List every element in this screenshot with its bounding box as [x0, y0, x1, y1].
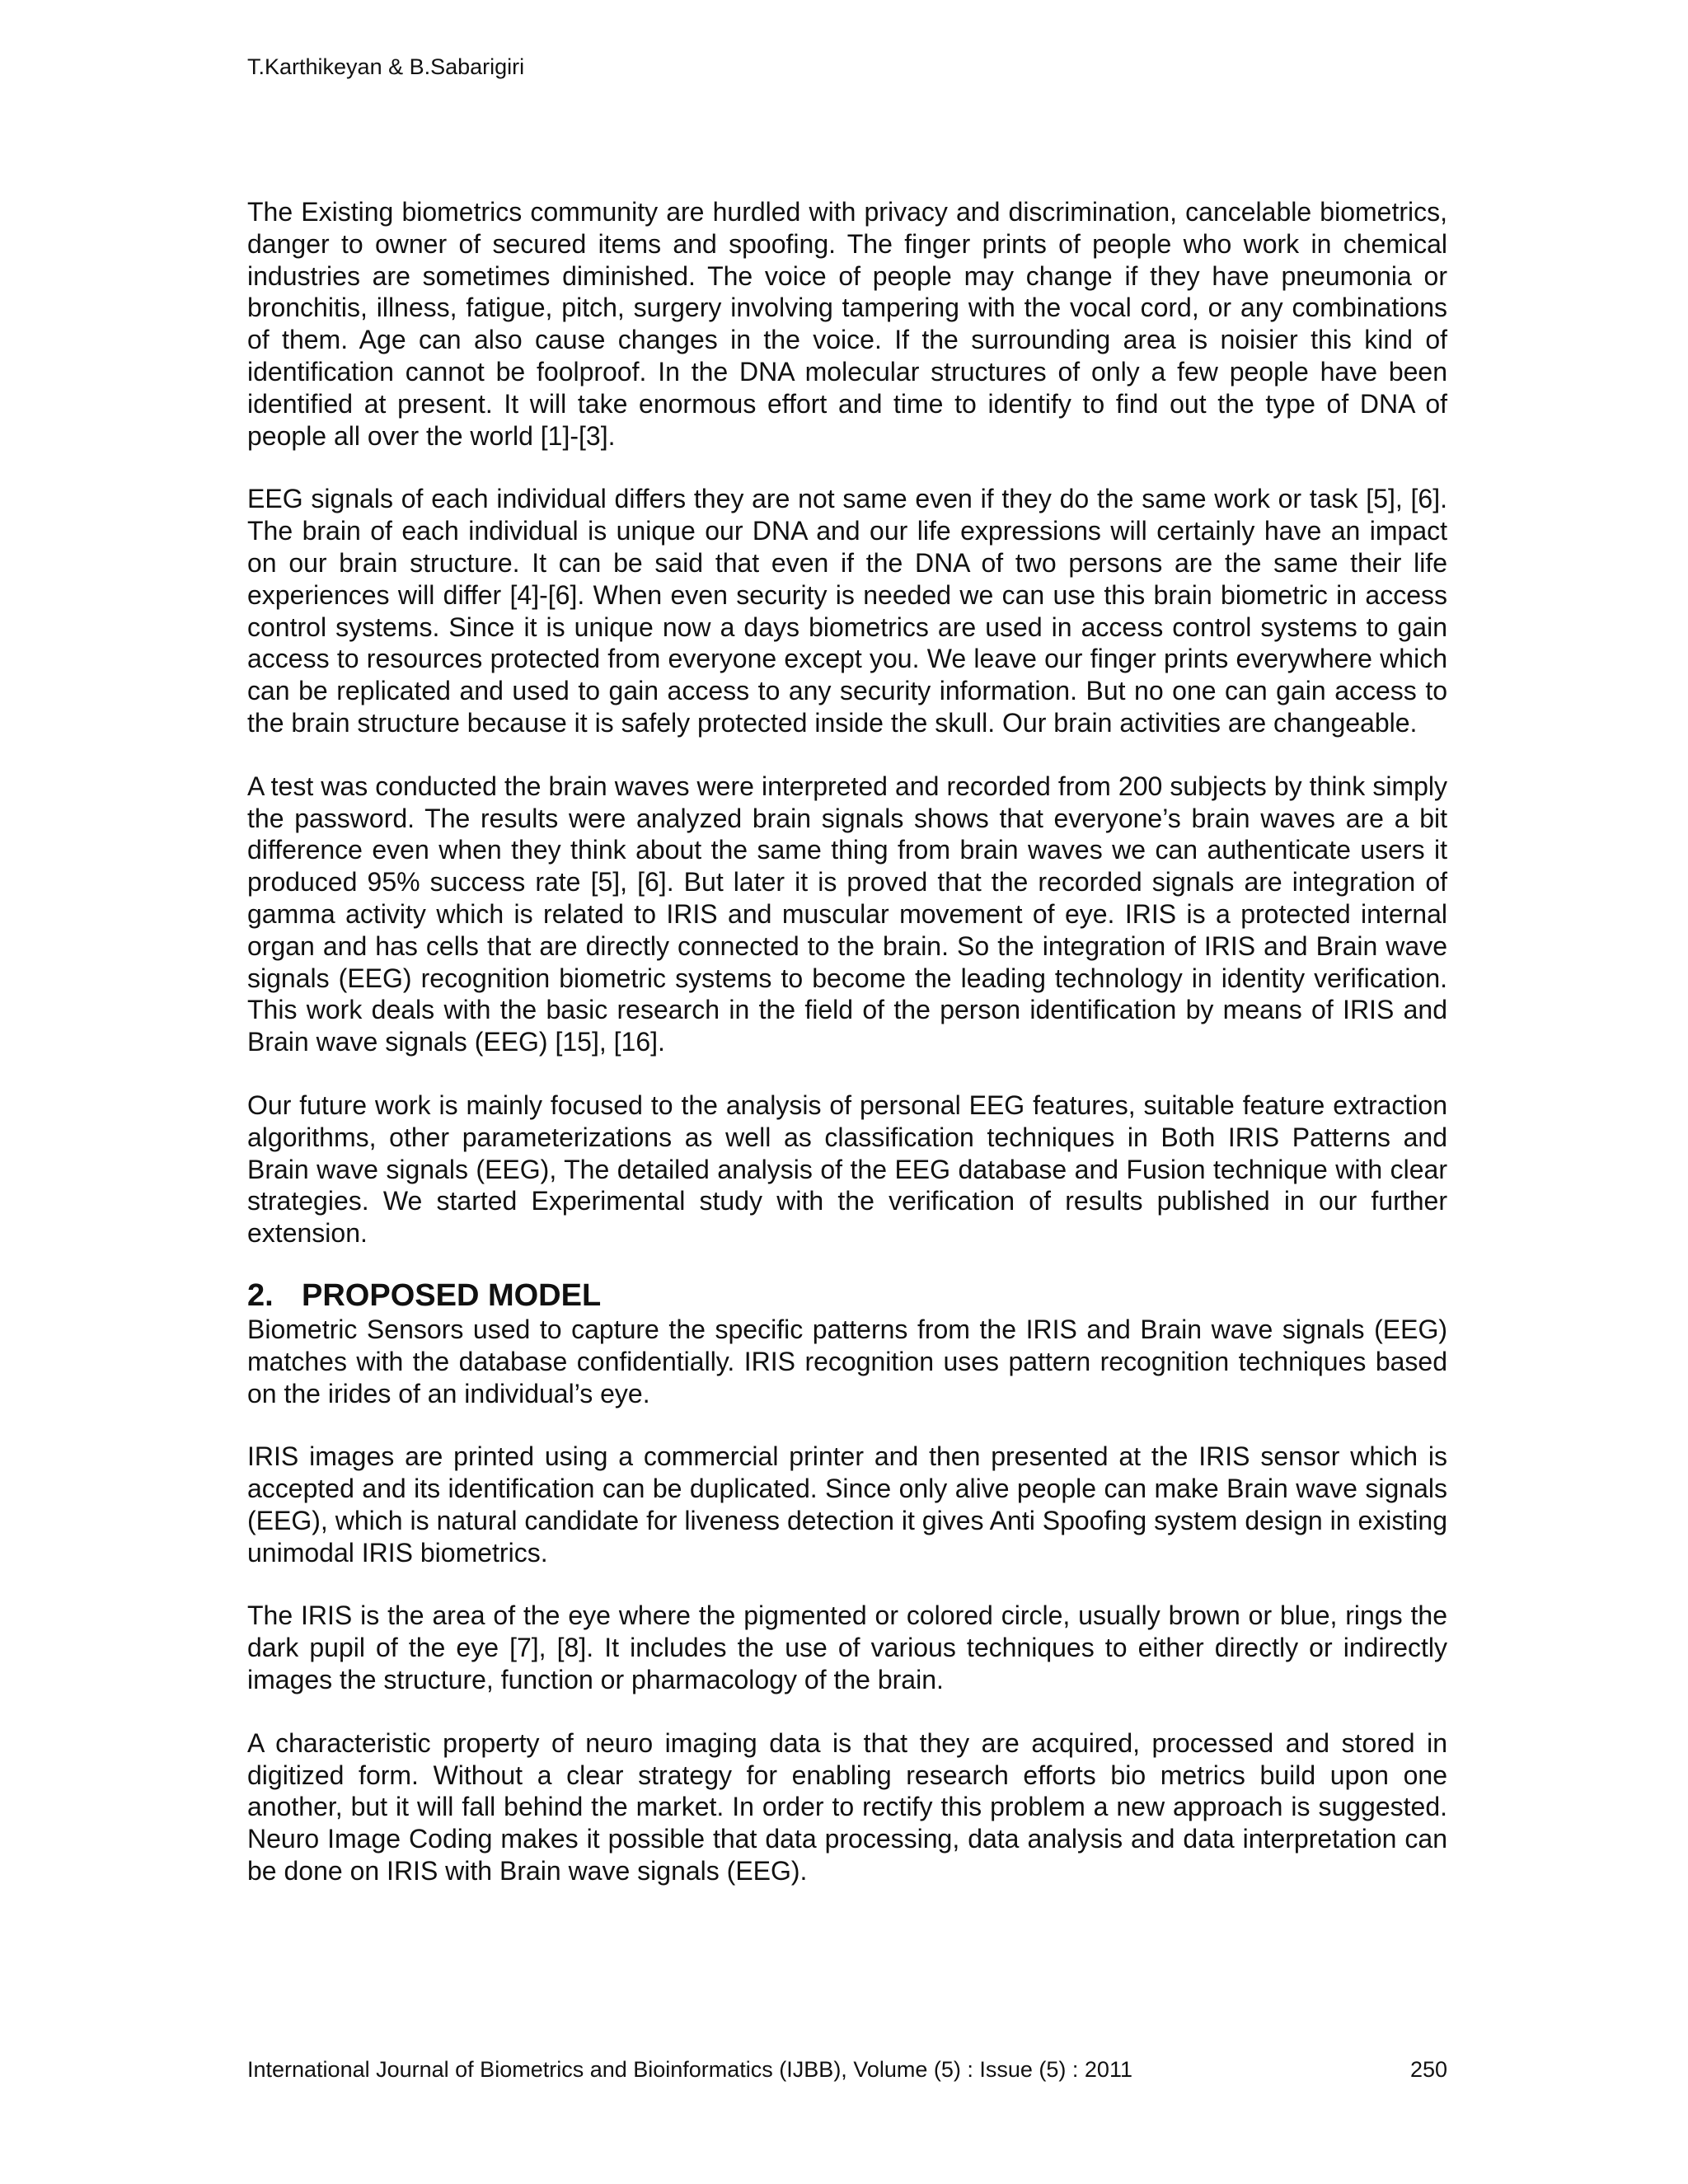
footer-page-number: 250 — [1409, 2057, 1447, 2082]
paragraph-neuro-imaging: A characteristic property of neuro imaging data is that they are acquired, processed and stored in digitized form. Without a clear strategy for enabling research efforts bio metrics build upon one another, but it will fall behind the market. In order to rectify this problem a new approach is suggested. Neuro Image Coding makes it possible that data processing, data analysis and data interpretation can be done on IRIS with Brain wave signals (EEG). — [247, 1727, 1447, 1886]
section-title: PROPOSED MODEL — [302, 1277, 602, 1313]
body-text — [247, 196, 1447, 1887]
paragraph-future-work: Our future work is mainly focused to the analysis of personal EEG features, suitable feature extraction algorithms, other parameterizations as well as classification techniques in Both IRIS Patterns and Brain wave signals (EEG), The detailed analysis of the EEG database and Fusion technique with clear strategies. We started Experimental study with the verification of results published in our further extension. — [247, 1090, 1447, 1249]
paragraph-iris-area: The IRIS is the area of the eye where the pigmented or colored circle, usually brown or blue, rings the dark pupil of the eye [7], [8]. It includes the use of various techniques to either directly or indirectly images the structure, function or pharmacology of the brain. — [247, 1601, 1447, 1695]
footer-journal-citation: International Journal of Biometrics and Bioinformatics (IJBB), Volume (5) : Issue (5) : 2011 — [247, 2057, 1132, 2082]
paragraph-iris-images: IRIS images are printed using a commercial printer and then presented at the IRIS sensor which is accepted and its identification can be duplicated. Since only alive people can make Brain wave signals (EEG), which is natural candidate for liveness detection it gives Anti Spoofing system design in existing unimodal IRIS biometrics. — [247, 1441, 1447, 1568]
paragraph-existing-biometrics: The Existing biometrics community are hurdled with privacy and discrimination, cancelable biometrics, danger to owner of secured items and spoofing. The finger prints of people who work in chemical industries are sometimes diminished. The voice of people may change if they have pneumonia or bronchitis, illness, fatigue, pitch, surgery involving tampering with the vocal cord, or any combinations of them. Age can also cause changes in the voice. If the surrounding area is noisier this kind of identification cannot be foolproof. In the DNA molecular structures of only a few people have been identified at present. It will take enormous effort and time to identify to find out the type of DNA of people all over the world [1]-[3]. — [247, 197, 1447, 451]
running-header-authors: T.Karthikeyan & B.Sabarigiri — [247, 54, 525, 79]
paragraph-eeg-signals: EEG signals of each individual differs they are not same even if they do the same work or task [5], [6]. The brain of each individual is unique our DNA and our life expressions will certainly have an impact on our brain structure. It can be said that even if the DNA of two persons are the same their life experiences will differ [4]-[6]. When even security is needed we can use this brain biometric in access control systems. Since it is unique now a days biometrics are used in access control systems to gain access to resources protected from everyone except you. We leave our finger prints everywhere which can be replicated and used to gain access to any security information. But no one can gain access to the brain structure because it is safely protected inside the skull. Our brain activities are changeable. — [247, 484, 1447, 738]
paragraph-biometric-sensors: Biometric Sensors used to capture the specific patterns from the IRIS and Brain wave signals (EEG) matches with the database confidentially. IRIS recognition uses pattern recognition techniques based on the irides of an individual’s eye. — [247, 1314, 1447, 1408]
section-number: 2. — [247, 1277, 274, 1313]
paragraph-brain-wave-test: A test was conducted the brain waves were interpreted and recorded from 200 subjects by think simply the password. The results were analyzed brain signals shows that everyone’s brain waves are a bit difference even when they think about the same thing from brain waves we can authenticate users it produced 95% success rate [5], [6]. But later it is proved that the recorded signals are integration of gamma activity which is related to IRIS and muscular movement of eye. IRIS is a protected internal organ and has cells that are directly connected to the brain. So the integration of IRIS and Brain wave signals (EEG) recognition biometric systems to become the leading technology in identity verification. This work deals with the basic research in the field of the person identification by means of IRIS and Brain wave signals (EEG) [15], [16]. — [247, 771, 1447, 1057]
section-heading-proposed-model — [247, 1277, 1447, 1314]
